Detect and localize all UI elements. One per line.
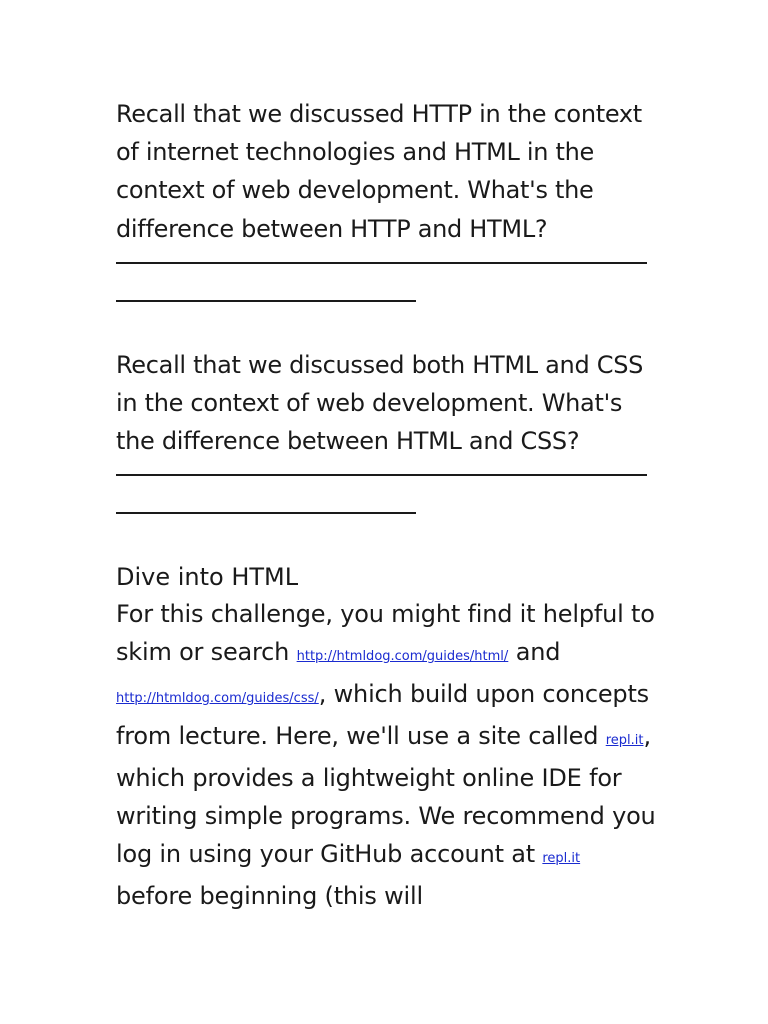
answer-line-short xyxy=(116,512,416,514)
answer-line-full xyxy=(116,262,647,264)
body-text-segment: For this challenge, you might find it helpful to skim or search xyxy=(116,600,655,667)
section-heading: Dive into HTML xyxy=(116,563,299,592)
replit-login-link[interactable]: repl.it xyxy=(542,850,581,866)
answer-blank-2 xyxy=(116,470,656,534)
answer-blank-1 xyxy=(116,258,656,322)
body-text-segment: , which provides a lightweight online IDE for writing simple programs. We recommend you log in using your GitHub account at xyxy=(116,722,656,868)
answer-line-short xyxy=(116,300,416,302)
answer-line-full xyxy=(116,474,647,476)
section-body xyxy=(116,596,656,915)
htmldog-css-guide-link[interactable]: http://htmldog.com/guides/css/ xyxy=(116,691,319,707)
document-page xyxy=(116,95,656,916)
question-1-text: Recall that we discussed HTTP in the context of internet technologies and HTML in the context of web development. What's the difference between HTTP and HTML? xyxy=(116,100,642,243)
body-text-segment: , which build upon concepts from lecture. Here, we'll use a site called xyxy=(116,680,649,751)
body-text-segment: and xyxy=(508,638,561,667)
question-2-text: Recall that we discussed both HTML and CSS in the context of web development. What's the difference between HTML and CSS? xyxy=(116,350,644,456)
replit-link[interactable]: repl.it xyxy=(605,733,644,749)
body-text-segment: before beginning (this will xyxy=(116,881,423,910)
htmldog-html-guide-link[interactable]: http://htmldog.com/guides/html/ xyxy=(296,649,509,665)
